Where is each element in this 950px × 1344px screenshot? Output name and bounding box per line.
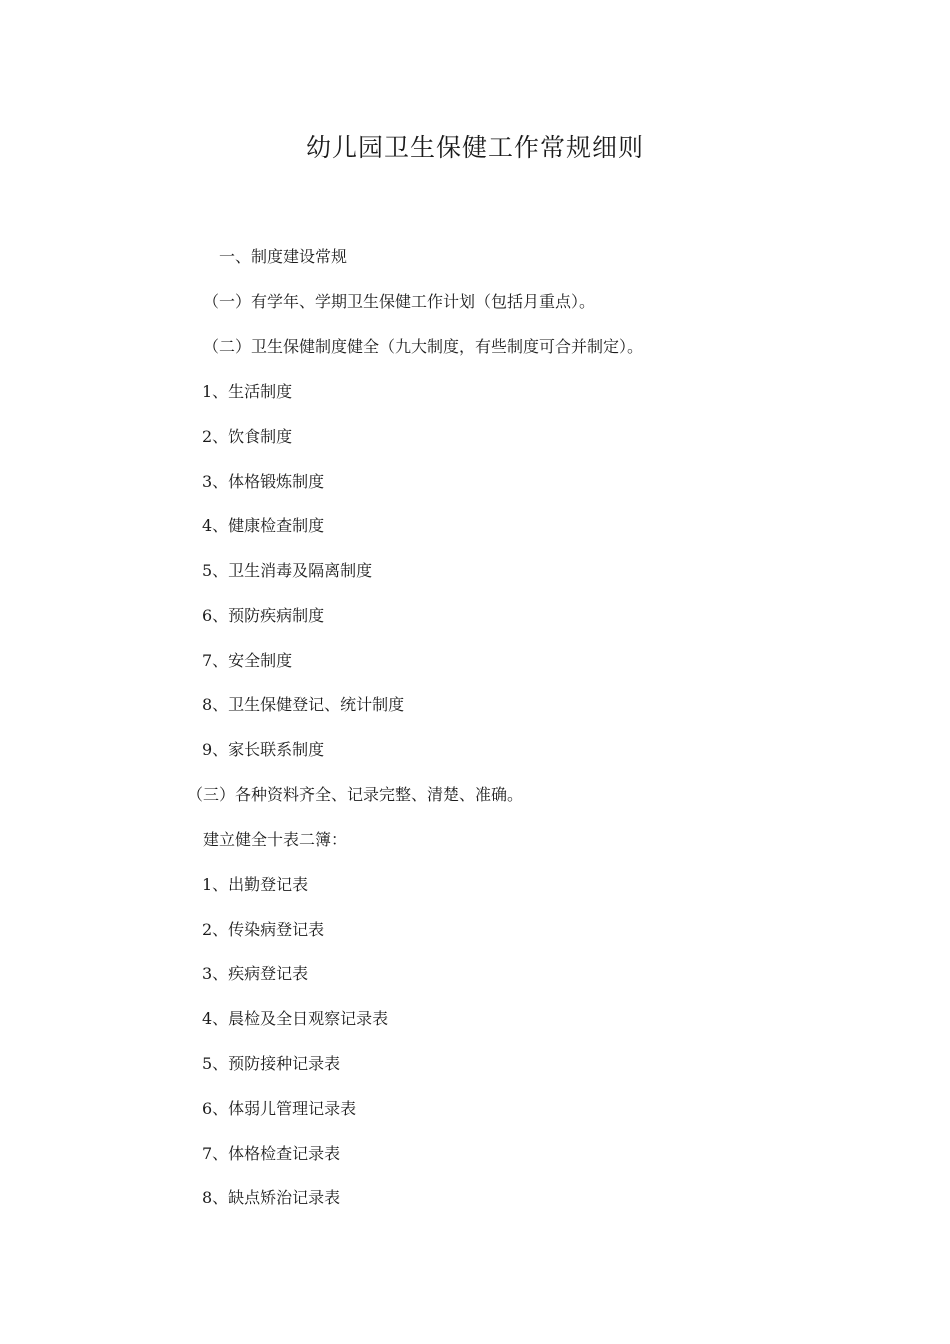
paragraph: （一）有学年、学期卫生保健工作计划（包括月重点）。 (203, 292, 596, 311)
list-item: 3、疾病登记表 (202, 964, 309, 983)
paragraph: 建立健全十表二簿： (203, 830, 348, 849)
list-item: 4、晨检及全日观察记录表 (202, 1009, 389, 1028)
list-item: 1、生活制度 (202, 382, 293, 401)
list-item: 2、饮食制度 (202, 427, 293, 446)
list-item: 7、体格检查记录表 (202, 1144, 341, 1163)
list-item: 4、健康检查制度 (202, 516, 325, 535)
list-item: 9、家长联系制度 (202, 740, 325, 759)
list-item: 5、卫生消毒及隔离制度 (202, 561, 373, 580)
paragraph: （二）卫生保健制度健全（九大制度，有些制度可合并制定）。 (203, 337, 644, 356)
list-item: 7、安全制度 (202, 651, 293, 670)
list-item: 6、体弱儿管理记录表 (202, 1099, 357, 1118)
list-item: 8、缺点矫治记录表 (202, 1188, 341, 1207)
section-heading: 一、制度建设常规 (219, 247, 348, 266)
list-item: 3、体格锻炼制度 (202, 472, 325, 491)
document-title: 幼儿园卫生保健工作常规细则 (305, 133, 644, 162)
paragraph: （三）各种资料齐全、记录完整、清楚、准确。 (187, 785, 524, 804)
list-item: 2、传染病登记表 (202, 920, 325, 939)
list-item: 8、卫生保健登记、统计制度 (202, 695, 405, 714)
list-item: 1、出勤登记表 (202, 875, 309, 894)
list-item: 5、预防接种记录表 (202, 1054, 341, 1073)
list-item: 6、预防疾病制度 (202, 606, 325, 625)
